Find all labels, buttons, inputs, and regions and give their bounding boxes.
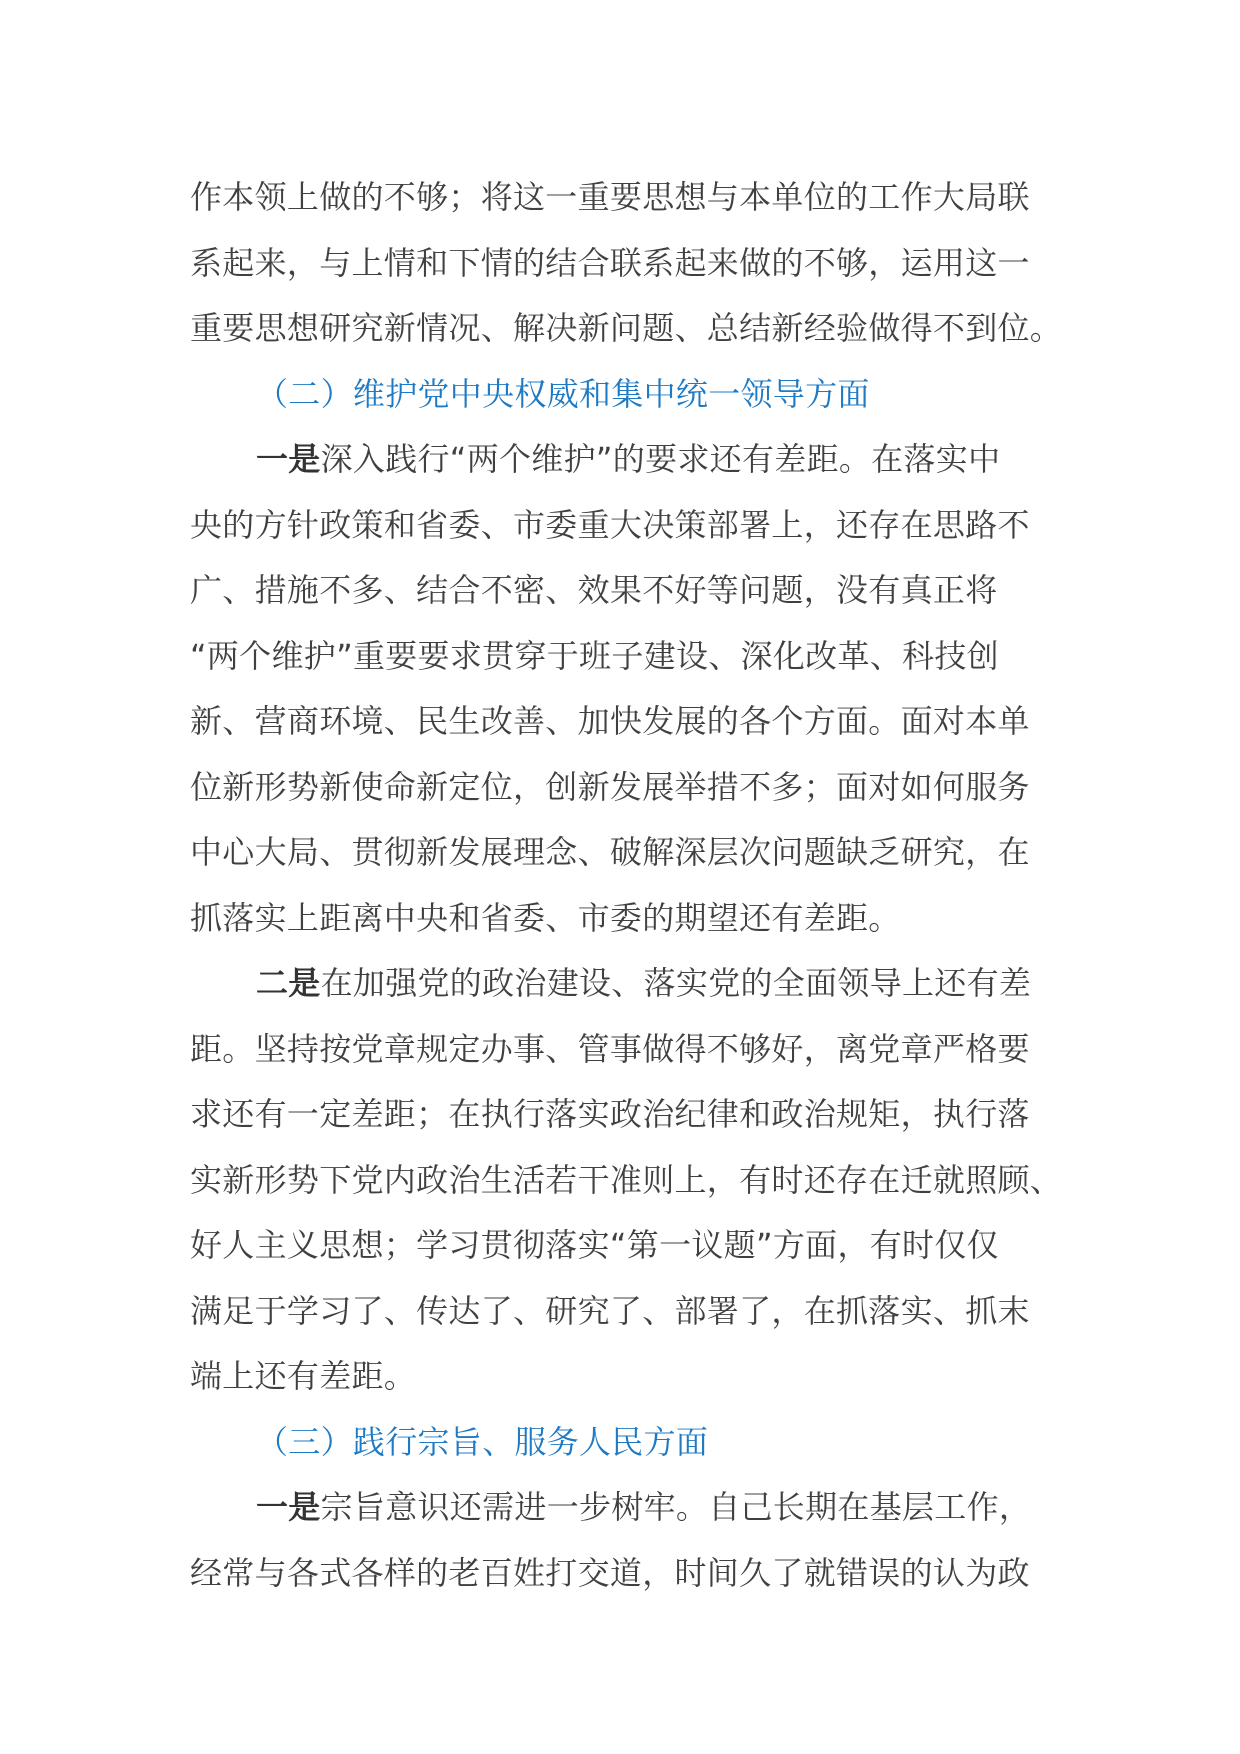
body-line: 位新形势新使命新定位，创新发展举措不多；面对如何服务 [190,767,1030,806]
body-line: 新、营商环境、民生改善、加快发展的各个方面。面对本单 [190,702,1030,740]
paragraph-lead: 一是 [256,440,321,478]
body-line: 好人主义思想；学习贯彻落实“第一议题”方面，有时仅仅 [190,1226,999,1264]
paragraph-text: 在加强党的政治建设、落实党的全面领导上还有差 [320,964,1032,1002]
body-line: 距。坚持按党章规定办事、管事做得不够好，离党章严格要 [190,1029,1030,1068]
body-line: 央的方针政策和省委、市委重大决策部署上，还存在思路不 [190,505,1030,544]
section-heading: （二）维护党中央权威和集中统一领导方面 [256,374,870,413]
body-line: “两个维护”重要要求贯穿于班子建设、深化改革、科技创 [190,636,999,675]
paragraph-lead: 二是 [256,964,321,1002]
paragraph-text: 宗旨意识还需进一步树牢。自己长期在基层工作， [320,1488,1032,1526]
body-line: 实新形势下党内政治生活若干准则上，有时还存在迁就照顾、 [190,1160,1063,1199]
body-line: 系起来，与上情和下情的结合联系起来做的不够，运用这一 [190,243,1030,282]
section-heading: （三）践行宗旨、服务人民方面 [256,1422,709,1461]
body-line: 抓落实上距离中央和省委、市委的期望还有差距。 [190,898,901,937]
paragraph-lead: 一是 [256,1488,321,1526]
paragraph-text: 深入践行“两个维护”的要求还有差距。在落实中 [320,440,1001,478]
paragraph-first-line [190,951,1060,1017]
body-line: 端上还有差距。 [190,1357,417,1395]
body-line: 中心大局、贯彻新发展理念、破解深层次问题缺乏研究，在 [190,833,1030,871]
body-line: 重要思想研究新情况、解决新问题、总结新经验做得不到位。 [190,309,1063,347]
body-line: 广、措施不多、结合不密、效果不好等问题，没有真正将 [190,571,998,609]
paragraph-first-line [190,427,1060,493]
document-page [190,165,1063,1606]
paragraph-first-line [190,1475,1060,1541]
body-line: 作本领上做的不够；将这一重要思想与本单位的工作大局联 [190,178,1030,216]
body-line: 满足于学习了、传达了、研究了、部署了，在抓落实、抓末 [190,1291,1030,1330]
body-line: 经常与各式各样的老百姓打交道，时间久了就错误的认为政 [190,1553,1030,1592]
body-line: 求还有一定差距；在执行落实政治纪律和政治规矩，执行落 [190,1095,1030,1133]
